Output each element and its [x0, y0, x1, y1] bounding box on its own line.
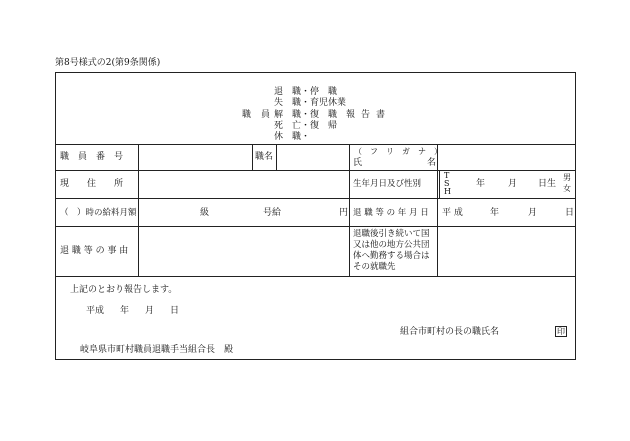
title-line-2: 失 職・育児休業: [274, 98, 347, 108]
report-statement: 上記のとおり報告します。: [70, 285, 178, 295]
era-heisei: H: [444, 187, 451, 196]
grade-label: 級: [200, 208, 210, 218]
continued-text-3: 体へ勤務する場合は: [353, 251, 430, 261]
staff-number-field[interactable]: [140, 147, 250, 168]
title-line-3: 解 職・復 職: [274, 110, 338, 120]
rule: [56, 276, 575, 277]
era-showa: S: [444, 179, 450, 188]
birth-year-label: 年: [476, 179, 486, 189]
yen-label: 円: [339, 208, 349, 218]
seal-box: 印: [557, 327, 565, 336]
rule: [439, 170, 440, 198]
birth-day-label: 日生: [538, 179, 557, 189]
sex-female[interactable]: 女: [563, 184, 571, 193]
addressee: 岐阜県市町村職員退職手当組合長 殿: [80, 345, 234, 355]
rule: [276, 144, 277, 170]
rule: [349, 144, 350, 276]
rule: [56, 170, 575, 171]
job-title-field[interactable]: [279, 147, 347, 168]
furigana-label: （ フ リ ガ ナ ）: [354, 147, 442, 156]
rule: [56, 226, 575, 227]
reason-field[interactable]: [140, 229, 347, 274]
title-left: 職員: [242, 110, 281, 120]
title-line-5: 休 職・: [274, 132, 311, 142]
retire-month-label: 月: [528, 208, 538, 218]
name-field[interactable]: [440, 147, 573, 168]
new-employer-field[interactable]: [440, 229, 573, 274]
rule: [252, 144, 253, 170]
retire-year-label: 年: [490, 208, 500, 218]
rule: [56, 198, 575, 199]
title-line-1: 退 職・停 職: [274, 87, 338, 97]
report-form: [55, 72, 576, 360]
name-label-left: 氏: [353, 158, 363, 168]
continued-text-1: 退職後引き続いて国: [353, 229, 430, 239]
title-line-4: 死 亡・復 帰: [274, 121, 338, 131]
rule: [56, 144, 575, 145]
name-label-right: 名: [427, 158, 437, 168]
address-label: 現 住 所: [60, 179, 124, 189]
salary-label: （ ）時の給料月額: [60, 208, 137, 218]
retire-day-label: 日: [565, 208, 575, 218]
report-date-day: 日: [170, 306, 180, 316]
retire-era-label: 平 成: [442, 208, 463, 218]
birth-sex-label: 生年月日及び性別: [353, 179, 422, 189]
reason-label: 退 職 等 の 事 由: [60, 246, 129, 256]
rule: [437, 144, 438, 276]
report-date-year: 年: [120, 306, 130, 316]
title-right: 報告書: [346, 110, 392, 120]
report-date-era: 平成: [86, 306, 105, 316]
retire-date-label: 退 職 等 の 年 月 日: [353, 208, 429, 218]
address-field[interactable]: [140, 173, 347, 196]
continued-text-4: その就職先: [353, 262, 396, 272]
rule: [138, 144, 139, 276]
job-title-label: 職名: [255, 152, 274, 162]
report-date-month: 月: [145, 306, 155, 316]
continued-text-2: 又は他の地方公共団: [353, 240, 430, 250]
staff-number-label: 職 員 番 号: [60, 152, 124, 162]
era-taisho: T: [444, 171, 450, 180]
sex-male[interactable]: 男: [563, 173, 571, 182]
birth-month-label: 月: [508, 179, 518, 189]
step-label: 号給: [263, 208, 282, 218]
form-number-header: 第8号様式の2(第9条関係): [55, 58, 161, 68]
signer-label: 組合市町村の長の職氏名: [400, 327, 500, 337]
